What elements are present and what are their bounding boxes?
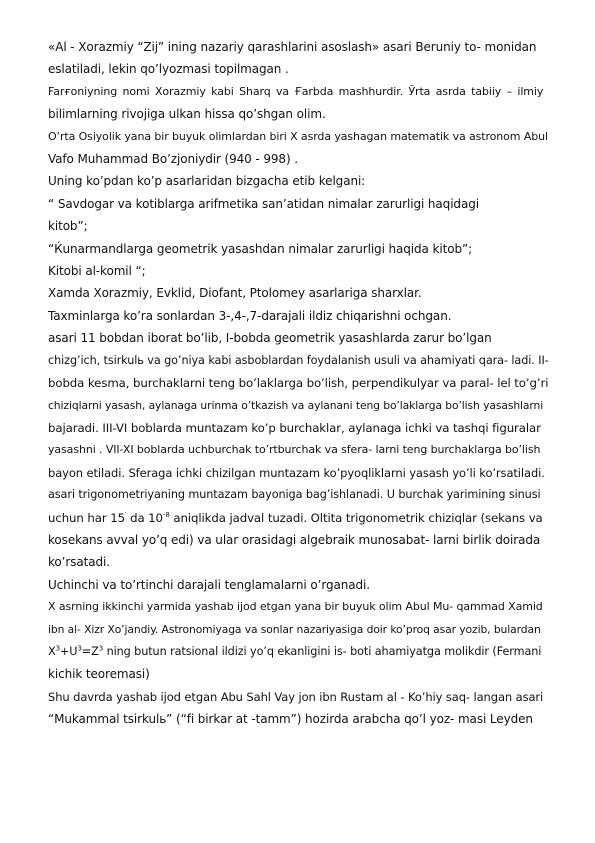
superscript: ′ [124,510,127,519]
text-line: O’rta Osiyolik yana bir buyuk olimlardan biri X asrda yashagan matematik va astronom Abul [48,129,548,143]
text-line: “ Savdogar va kotiblarga arifmetika san’atidan nimalar zarurligi haqidagi [48,196,479,211]
text-line: asari 11 bobdan iborat bo’lib, I-bobda geometrik yasashlarda zarur bo’lgan [48,331,492,346]
text-fragment: X [48,644,56,658]
text-line-with-superscripts [48,641,547,663]
text-line: Uchinchi va to’rtinchi darajali tenglamalarni o’rganadi. [48,577,370,592]
text-line: Xamda Xorazmiy, Evklid, Diofant, Ptolomey asarlariga sharxlar. [48,286,422,301]
superscript: 3 [55,644,60,653]
text-fragment: uchun har 15 [48,510,125,525]
text-line: Uning ko’pdan ko’p asarlaridan bizgacha etib kelgani: [48,174,366,189]
text-line: “Ќunarmandlarga geometrik yasashdan nimalar zarurligi haqida kitob”; [48,241,473,256]
text-line: bobda kesma, burchaklarni teng bo’laklarga bo’lish, perpendikulyar va paral- lel to’g’ri [48,376,549,391]
text-line: Shu davrda yashab ijod etgan Abu Sahl Vay jon ibn Rustam al - Ko’hiy saq- langan asari [48,689,544,704]
text-line: ko’rsatadi. [48,555,110,570]
superscript: 3 [77,644,82,653]
superscript: -8 [162,510,170,519]
text-line: «Al - Xorazmiy “Zij” ining nazariy qarashlarini asoslash» asari Beruniy to- monidan [48,40,537,54]
text-line: Vafo Muhammad Bo’zjoniydir (940 - 998) . [48,152,298,167]
text-line: kosekans avval yo’q edi) va ular orasidagi algebraik munosabat- larni birlik doirada [48,532,541,547]
text-fragment: =Z [81,644,99,658]
text-fragment: ning butun ratsional ildizi yo’q ekanligini is- boti ahamiyatga molikdir (Fermani [103,644,542,658]
text-fragment: aniqlikda jadval tuzadi. Oltita trigonometrik chiziqlar (sekans va [169,510,543,525]
text-line: ibn al- Xizr Xo’jandiy. Astronomiyaga va sonlar nazariyasiga doir ko’proq asar yozib, bulardan [48,622,541,636]
text-line: bayon etiladi. Sferaga ichki chizilgan muntazam ko’pyoqliklarni yasash yo’li ko’rsatiladi. [48,465,545,480]
text-line: yasashni . VII-XI boblarda uchburchak to’rtburchak va sfera- larni teng burchaklarga bo’lish [48,443,541,457]
text-line: Farғoniyning nomi Xorazmiy kabi Sharq va Ғarbda mashhurdir. Ўrta asrda tabiiy – ilmiy [48,84,544,98]
text-line: X asrning ikkinchi yarmida yashab ijod etgan yana bir buyuk olim Abul Mu- qammad Xamid [48,600,543,614]
text-line: asari trigonometriyaning muntazam bayoniga bag’ishlanadi. U burchak yarimining sinusi [48,488,541,502]
text-line: “Mukammal tsirkulь” (“fi birkar at -tamm”) hozirda arabcha qo’l yoz- masi Leyden [48,712,533,727]
text-line: kitob”; [48,219,88,234]
text-line: Taxminlarga ko’ra sonlardan 3-,4-,7-darajali ildiz chiqarishni ochgan. [48,308,452,323]
text-line: chizg’ich, tsirkulь va go’niya kabi asboblardan foydalanish usuli va ahamiyati qara- ladi. II- [48,353,549,367]
text-fragment: da 10 [126,510,163,525]
text-fragment: +U [59,644,78,658]
text-line: bajaradi. III-VI boblarda muntazam ko’p burchaklar, aylanaga ichki va tashqi figuralar [48,420,541,435]
text-line: bilimlarning rivojiga ulkan hissa qo’shgan olim. [48,107,326,122]
text-line: kichik teoremasi) [48,667,150,682]
superscript: 3 [98,644,104,653]
text-line-with-superscripts [48,507,547,529]
text-line: eslatiladi, lekin qo’lyozmasi topilmagan . [48,62,289,77]
text-line: Kitobi al-komil “; [48,264,146,279]
text-line: chiziqlarni yasash, aylanaga urinma o’tkazish va aylanani teng bo’laklarga bo’lish yasashlarni [48,398,544,412]
